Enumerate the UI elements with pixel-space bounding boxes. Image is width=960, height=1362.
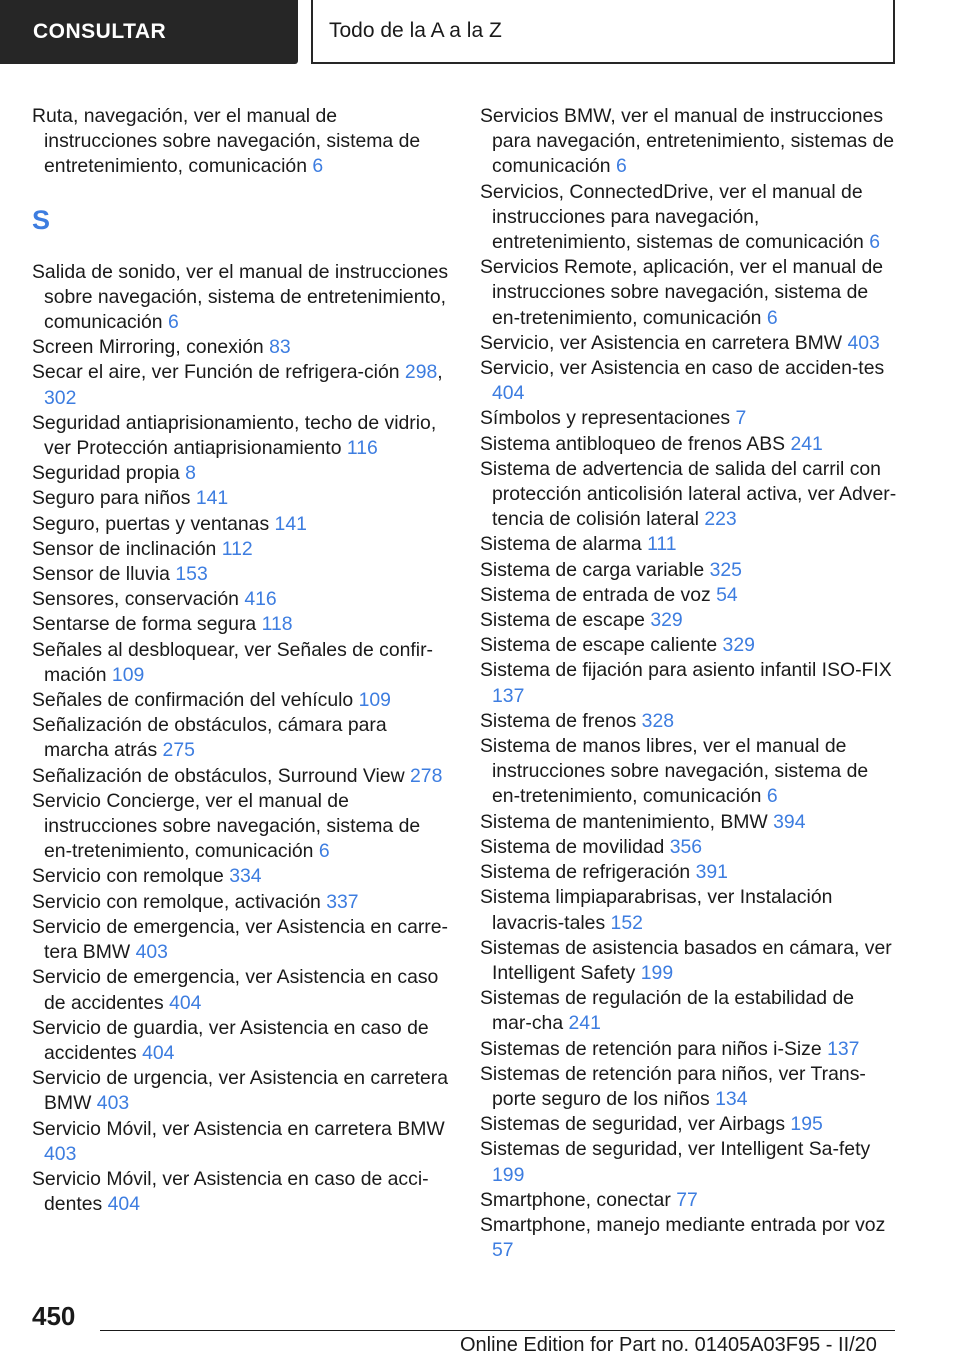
index-entry: [32, 260, 450, 336]
page-reference-link[interactable]: 6: [312, 155, 324, 178]
page-reference-link[interactable]: 152: [610, 911, 643, 934]
index-entry: [32, 512, 450, 537]
page-reference-link[interactable]: 141: [274, 512, 307, 535]
index-entry: [480, 457, 898, 533]
index-entry-text: Smartphone, manejo mediante entrada por voz: [480, 1213, 886, 1236]
index-entry: [32, 713, 450, 763]
index-entry: [32, 537, 450, 562]
index-entry: [32, 587, 450, 612]
page-reference-link[interactable]: 109: [111, 663, 145, 686]
index-entry-text: Sistema de fijación para asiento infantil ISO-FIX: [480, 659, 892, 682]
index-entry: [480, 583, 898, 608]
index-entry-text: Sistema limpiaparabrisas, ver Instalación lavacris-tales: [480, 886, 833, 934]
page-reference-link[interactable]: 241: [790, 432, 823, 455]
edition-footer: Online Edition for Part no. 01405A03F95 - II/20: [460, 1334, 877, 1356]
index-entry-text: Sistemas de seguridad, ver Airbags: [480, 1113, 786, 1136]
page-reference-link[interactable]: 57: [492, 1239, 514, 1262]
page-reference-link[interactable]: 6: [167, 311, 179, 334]
index-entry-text: Sistema de entrada de voz: [480, 583, 711, 606]
index-entry-text: Sensor de inclinación: [32, 537, 217, 560]
index-entry-text: Señales al desbloquear, ver Señales de confir-mación: [32, 638, 433, 686]
index-entry-text: Servicios Remote, aplicación, ver el manual de instrucciones sobre navegación, sistema de en-tretenimiento, comunicación: [480, 256, 884, 329]
page-reference-link[interactable]: 403: [135, 941, 168, 964]
page-header: [0, 0, 960, 66]
page-reference-link[interactable]: 404: [142, 1041, 175, 1064]
index-entry: [32, 915, 450, 965]
page-reference-link[interactable]: 298: [404, 361, 438, 384]
index-entry: [480, 986, 898, 1036]
index-entry: [32, 789, 450, 865]
index-entry-text: Señalización de obstáculos, Surround View: [32, 764, 405, 787]
page-reference-link[interactable]: 141: [195, 487, 229, 510]
index-entry: [480, 1062, 898, 1112]
index-entry: [480, 1213, 898, 1263]
index-entry: [32, 688, 450, 713]
index-entry-text: Servicio, ver Asistencia en carretera BMW: [480, 331, 843, 354]
index-entry: [32, 1016, 450, 1066]
index-entry-text: Screen Mirroring, conexión: [32, 336, 264, 359]
page-reference-link[interactable]: 54: [716, 583, 738, 606]
index-entry: [480, 255, 898, 331]
index-entry: [480, 1037, 898, 1062]
index-entry-text: Sistema de advertencia de salida del carril con protección anticolisión lateral activa, ver Adver-tencia de colisión lateral: [480, 457, 897, 531]
section-tab-consultar: CONSULTAR: [0, 0, 298, 64]
index-entry: [32, 1066, 450, 1116]
page-reference-link[interactable]: 241: [568, 1012, 601, 1035]
page-reference-link[interactable]: 199: [640, 961, 674, 984]
index-entry-text: Sistema de movilidad: [480, 835, 665, 858]
index-entry-text: Sistema de refrigeración: [480, 861, 691, 884]
page-reference-link[interactable]: 6: [318, 840, 330, 863]
page-reference-link[interactable]: 329: [722, 634, 755, 657]
index-entry-text: Sistema de mantenimiento, BMW: [480, 810, 768, 833]
index-entry: [32, 461, 450, 486]
page-reference-link[interactable]: 394: [773, 810, 806, 833]
page-reference-link[interactable]: 195: [790, 1113, 823, 1136]
index-entry: [32, 638, 450, 688]
page-reference-link[interactable]: 7: [735, 407, 747, 430]
index-entry: [32, 360, 450, 410]
index-entry-text: Servicio, ver Asistencia en caso de acciden-tes: [480, 357, 885, 380]
page-reference-link[interactable]: 137: [492, 684, 525, 707]
index-entry: [480, 1112, 898, 1137]
index-entry-text: Sistemas de retención para niños i-Size: [480, 1037, 822, 1060]
index-entry-text: Seguro, puertas y ventanas: [32, 512, 270, 535]
page-reference-link[interactable]: 403: [44, 1142, 77, 1165]
page-reference-link[interactable]: 325: [709, 558, 742, 581]
index-entry: [480, 633, 898, 658]
page-reference-link[interactable]: 111: [647, 533, 677, 556]
page-reference-link[interactable]: 337: [326, 890, 359, 913]
index-entry: [32, 965, 450, 1015]
index-entry-text: Secar el aire, ver Función de refrigera-ción: [32, 361, 400, 384]
index-entry: [32, 890, 450, 915]
page-reference-link[interactable]: 223: [704, 508, 737, 531]
index-entry: [480, 180, 898, 256]
page-reference-link[interactable]: 329: [650, 609, 683, 632]
index-entry: [32, 335, 450, 360]
index-entry: [480, 558, 898, 583]
index-entry-text: Sentarse de forma segura: [32, 613, 257, 636]
index-entry-text: Servicio con remolque: [32, 865, 224, 888]
index-entry-text: Servicios BMW, ver el manual de instrucciones para navegación, entretenimiento, sistemas de comunicación: [480, 105, 895, 178]
page-reference-link[interactable]: 302: [44, 386, 77, 409]
index-entry: [480, 1188, 898, 1213]
index-entry-text: Símbolos y representaciones: [480, 407, 731, 430]
ref-separator: ,: [437, 361, 443, 384]
index-entry-text: Señales de confirmación del vehículo: [32, 689, 354, 712]
index-entry: [32, 486, 450, 511]
page-reference-link[interactable]: 6: [766, 306, 778, 329]
page-reference-link[interactable]: 6: [869, 231, 881, 254]
page-reference-link[interactable]: 404: [169, 991, 202, 1014]
footer-divider: [100, 1330, 895, 1331]
page-reference-link[interactable]: 6: [615, 155, 627, 178]
index-entry: [480, 860, 898, 885]
page-reference-link[interactable]: 328: [641, 709, 675, 732]
index-entry-text: Sistema de carga variable: [480, 558, 705, 581]
index-entry: [480, 104, 898, 180]
index-entry-text: Smartphone, conectar: [480, 1188, 671, 1211]
index-entry-text: Servicio con remolque, activación: [32, 890, 321, 913]
index-entry: [480, 356, 898, 406]
index-entry-text: Servicios, ConnectedDrive, ver el manual de instrucciones para navegación, entretenimiento, sistemas de comunicación: [480, 180, 864, 254]
page-reference-link[interactable]: 8: [185, 462, 196, 485]
index-entry: [32, 864, 450, 889]
index-entry-text: Servicio de guardia, ver Asistencia en caso de accidentes: [32, 1016, 429, 1064]
page-reference-link[interactable]: 416: [244, 588, 277, 611]
index-entry-text: Seguridad propia: [32, 462, 180, 485]
index-entry-text: Sistema de escape: [480, 609, 645, 632]
index-entry-text: Sistema de alarma: [480, 533, 642, 556]
index-entry-text: Servicio de emergencia, ver Asistencia en carre-tera BMW: [32, 915, 449, 964]
chapter-title: Todo de la A a la Z: [311, 0, 895, 64]
index-entry: [480, 331, 898, 356]
page-reference-link[interactable]: 137: [827, 1037, 860, 1060]
page-reference-link[interactable]: 334: [229, 865, 262, 888]
page-reference-link[interactable]: 403: [96, 1092, 130, 1115]
index-entry-text: Sistemas de seguridad, ver Intelligent Sa-fety: [480, 1138, 871, 1161]
page-reference-link[interactable]: 118: [261, 613, 293, 636]
index-entry-text: Sistema de frenos: [480, 709, 637, 732]
page-reference-link[interactable]: 116: [346, 437, 378, 460]
index-entry-text: Servicio Móvil, ver Asistencia en carretera BMW: [32, 1117, 445, 1140]
index-entry: [32, 411, 450, 461]
page-number: 450: [32, 1301, 76, 1331]
page-reference-link[interactable]: 134: [715, 1087, 748, 1110]
index-entry-text: Sistema de escape caliente: [480, 634, 718, 657]
index-entry: [480, 734, 898, 810]
page-reference-link[interactable]: 356: [669, 835, 703, 858]
index-entry: [32, 562, 450, 587]
page-reference-link[interactable]: 403: [847, 331, 880, 354]
page-reference-link[interactable]: 112: [221, 537, 253, 560]
index-entry: [480, 406, 898, 431]
page-reference-link[interactable]: 391: [695, 861, 728, 884]
index-entry: [480, 608, 898, 633]
page-reference-link[interactable]: 6: [766, 785, 778, 808]
page-reference-link[interactable]: 77: [676, 1188, 698, 1211]
index-entry-text: Seguridad antiaprisionamiento, techo de vidrio, ver Protección antiaprisionamiento: [32, 411, 437, 460]
index-entry: [480, 810, 898, 835]
page-reference-link[interactable]: 404: [492, 382, 525, 405]
index-entry-text: Servicio de emergencia, ver Asistencia en caso de accidentes: [32, 966, 439, 1014]
page-reference-link[interactable]: 404: [107, 1193, 140, 1216]
index-entry-text: Sistemas de retención para niños, ver Trans-porte seguro de los niños: [480, 1062, 866, 1110]
page-reference-link[interactable]: 83: [269, 336, 291, 359]
index-entry: [480, 885, 898, 935]
page-reference-link[interactable]: 109: [358, 689, 391, 712]
index-entry-text: Servicio Móvil, ver Asistencia en caso de acci-dentes: [32, 1167, 429, 1216]
index-entry-text: Sistemas de regulación de la estabilidad de mar-cha: [480, 987, 855, 1035]
page-reference-link[interactable]: 275: [162, 739, 195, 762]
index-entry: [480, 709, 898, 734]
index-entry-text: Señalización de obstáculos, cámara para marcha atrás: [32, 714, 387, 762]
index-entry: [480, 532, 898, 557]
index-entry: [480, 1137, 898, 1187]
index-entry-text: Servicio Concierge, ver el manual de instrucciones sobre navegación, sistema de en-tretenimiento, comunicación: [32, 789, 421, 863]
index-entry: [480, 936, 898, 986]
index-entry: [480, 432, 898, 457]
index-column-left: [32, 104, 450, 1217]
index-entry-text: Sistemas de asistencia basados en cámara, ver Intelligent Safety: [480, 936, 892, 984]
index-entry: [32, 1117, 450, 1167]
index-entry-text: Ruta, navegación, ver el manual de instrucciones sobre navegación, sistema de entretenimiento, comunicación: [32, 105, 421, 178]
index-entry: [32, 764, 450, 789]
index-entry-text: Sistema de manos libres, ver el manual de instrucciones sobre navegación, sistema de en-tretenimiento, comunicación: [480, 735, 869, 808]
index-entry: [32, 1167, 450, 1217]
index-entry-text: Sensores, conservación: [32, 588, 239, 611]
index-entry-text: Sistema antibloqueo de frenos ABS: [480, 432, 786, 455]
page-reference-link[interactable]: 278: [410, 764, 443, 787]
page-reference-link[interactable]: 153: [175, 563, 208, 586]
index-entry-text: Servicio de urgencia, ver Asistencia en carretera BMW: [32, 1067, 449, 1115]
index-column-right: [480, 104, 898, 1263]
index-entry: [480, 835, 898, 860]
index-letter-heading: S: [32, 204, 51, 235]
page-reference-link[interactable]: 199: [492, 1163, 525, 1186]
index-entry-text: Seguro para niños: [32, 487, 191, 510]
index-entry: [32, 104, 450, 180]
index-entry: [32, 612, 450, 637]
index-entry-text: Salida de sonido, ver el manual de instrucciones sobre navegación, sistema de entretenimiento, comunicación: [32, 260, 449, 334]
index-entry-text: Sensor de lluvia: [32, 563, 170, 586]
index-entry: [480, 658, 898, 708]
